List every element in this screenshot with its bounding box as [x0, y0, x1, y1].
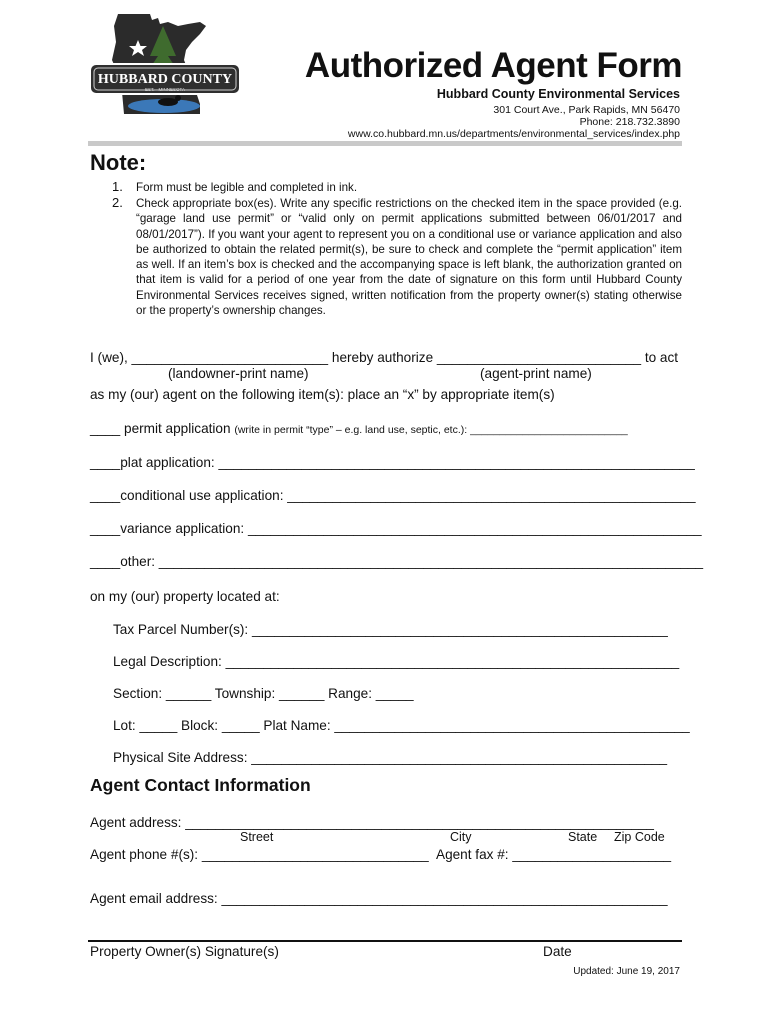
signature-line[interactable] — [88, 940, 682, 942]
updated-date: Updated: June 19, 2017 — [573, 966, 680, 977]
landowner-label: (landowner-print name) — [168, 366, 309, 381]
agent-address-field[interactable]: Agent address: ______________________________________________________________ — [90, 815, 654, 830]
note-item-text: Check appropriate box(es). Write any specific restrictions on the checked item in the space provided (e.g. “garage land use permit” or “valid only on permit applications submitted between 06/01/2017 and 08/01/2017”). If you want your agent to represent you on a conditional use or variance application and also be authorized to obtain the related permit(s), be sure to check and complete the “permit application” item as well. If an item’s box is checked and the accompanying space is left blank, the authorization granted on that item is valid for a period of one year from the date of signature on this form until Hubbard County Environmental Services receives signed, written notification from the property owner(s) stating otherwise or the property’s ownership changes. — [136, 197, 682, 318]
lot-block-plat-field[interactable]: Lot: _____ Block: _____ Plat Name: _______________________________________________ — [113, 718, 690, 733]
org-address: 301 Court Ave., Park Rapids, MN 56470 — [493, 104, 680, 116]
agent-on-items: as my (our) agent on the following item(s): place an “x” by appropriate item(s) — [90, 387, 555, 402]
org-name: Hubbard County Environmental Services — [436, 87, 680, 101]
county-logo — [88, 12, 242, 116]
note-item — [112, 196, 682, 318]
owner-signature-label: Property Owner(s) Signature(s) — [90, 944, 279, 959]
permit-application-blank[interactable]: ___________________________ — [467, 424, 628, 436]
variance-application-field[interactable]: ____variance application: ____________________________________________________________ — [90, 521, 702, 536]
note-item-number: 2. — [112, 195, 123, 210]
org-website[interactable]: www.co.hubbard.mn.us/departments/environmental_services/index.php — [347, 128, 680, 140]
agent-phone-field[interactable]: Agent phone #(s): ______________________________ — [90, 847, 429, 862]
state-label: State — [568, 830, 598, 844]
permit-application-note: (write in permit “type” – e.g. land use, septic, etc.): — [234, 424, 468, 436]
agent-email-field[interactable]: Agent email address: ___________________________________________________________ — [90, 891, 668, 906]
note-item-number: 1. — [112, 179, 123, 194]
permit-application-field[interactable] — [90, 421, 628, 436]
street-label: Street — [240, 830, 274, 844]
conditional-use-field[interactable]: ____conditional use application: ______________________________________________________ — [90, 488, 696, 503]
physical-site-address-field[interactable]: Physical Site Address: _______________________________________________________ — [113, 750, 668, 765]
logo-subtext: EST. · MINNESOTA — [145, 87, 185, 92]
note-item — [112, 180, 682, 195]
note-item-text: Form must be legible and completed in ink. — [136, 181, 358, 194]
section-township-range-field[interactable]: Section: ______ Township: ______ Range: _____ — [113, 686, 414, 701]
authorize-line[interactable]: I (we), __________________________ hereby authorize ___________________________ to act — [90, 350, 679, 365]
org-phone: Phone: 218.732.3890 — [579, 116, 680, 128]
form-title: Authorized Agent Form — [304, 46, 682, 85]
city-label: City — [450, 830, 472, 844]
agent-contact-heading: Agent Contact Information — [90, 775, 311, 795]
zip-code-label: Zip Code — [614, 830, 665, 844]
logo-text: HUBBARD COUNTY — [97, 72, 233, 87]
header-divider — [88, 141, 682, 146]
agent-fax-field[interactable]: Agent fax #: _____________________ — [436, 847, 672, 862]
tax-parcel-field[interactable]: Tax Parcel Number(s): _______________________________________________________ — [113, 622, 668, 637]
property-located-label: on my (our) property located at: — [90, 589, 280, 604]
date-label: Date — [543, 944, 572, 959]
permit-application-label: ____ permit application — [90, 421, 231, 436]
plat-application-field[interactable]: ____plat application: _______________________________________________________________ — [90, 455, 695, 470]
agent-label: (agent-print name) — [480, 366, 592, 381]
note-heading: Note: — [90, 150, 147, 175]
legal-description-field[interactable]: Legal Description: ____________________________________________________________ — [113, 654, 680, 669]
other-field[interactable]: ____other: ________________________________________________________________________ — [90, 554, 704, 569]
